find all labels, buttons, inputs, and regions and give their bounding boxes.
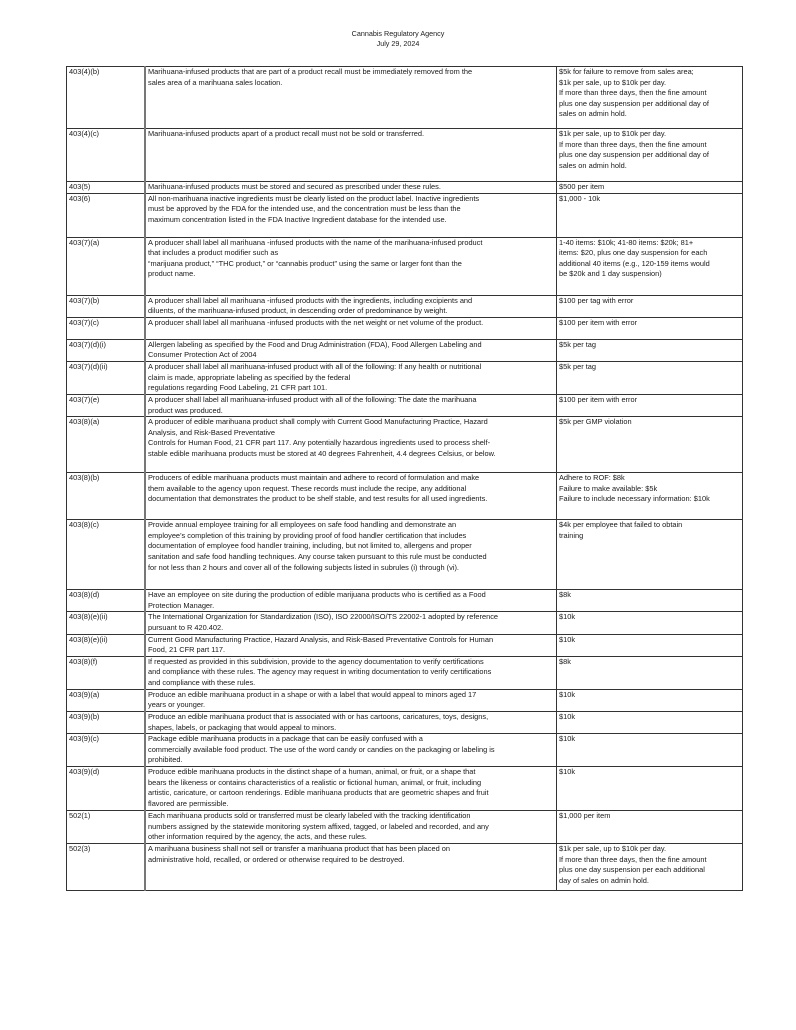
- rule-penalty: [557, 182, 743, 194]
- rule-description: [145, 811, 557, 844]
- rule-penalty: [557, 394, 743, 416]
- rule-section: [67, 634, 146, 656]
- penalty-line: $1,000 per item: [559, 811, 611, 821]
- description-line: product was produced.: [148, 405, 223, 415]
- rule-penalty: [557, 656, 743, 689]
- agency-name: Cannabis Regulatory Agency: [351, 29, 445, 38]
- table-row: [67, 767, 743, 811]
- rule-section: [67, 317, 146, 339]
- rule-penalty: [557, 317, 743, 339]
- rule-description: [145, 612, 557, 634]
- rule-section-text: 403(9)(d): [69, 767, 100, 777]
- penalty-line: $500 per item: [559, 182, 605, 191]
- penalty-line: If more than three days, then the fine amount: [559, 88, 707, 98]
- penalty-line: $10k: [559, 711, 576, 721]
- rule-section: [67, 734, 146, 767]
- description-line: sanitation and safe food handling techniques. Any course taken pursuant to this rule must be conducted: [148, 551, 487, 561]
- rule-description: [145, 193, 557, 237]
- description-line: stable edible marihuana products must be stored at 40 degrees Fahrenheit, 4.4 degrees Celsius, or below.: [148, 448, 496, 458]
- rule-section-text: 403(8)(a): [69, 417, 100, 427]
- table-row: [67, 237, 743, 295]
- description-line: Food, 21 CFR part 117.: [148, 645, 226, 655]
- description-line: Marihuana-infused products that are part of a product recall must be immediately removed from the: [148, 67, 473, 76]
- rule-penalty: [557, 767, 743, 811]
- description-line: Controls for Human Food, 21 CFR part 117. Any potentially hazardous ingredients used to process shelf-: [148, 438, 491, 448]
- description-line: product name.: [148, 269, 196, 279]
- penalty-line: day of sales on admin hold.: [559, 875, 649, 885]
- rule-description: [145, 129, 557, 182]
- rule-section: [67, 417, 146, 473]
- rule-section: [67, 237, 146, 295]
- rule-section: [67, 473, 146, 520]
- description-line: regulations regarding Food Labeling, 21 CFR part 101.: [148, 383, 328, 393]
- penalty-line: $4k per employee that failed to obtain: [559, 520, 683, 530]
- penalty-line: $5k for failure to remove from sales area;: [559, 67, 694, 76]
- description-line: claim is made, appropriate labeling as specified by the federal: [148, 372, 351, 382]
- description-line: Provide annual employee training for all employees on safe food handling and demonstrate an: [148, 520, 457, 530]
- table-row: [67, 612, 743, 634]
- rule-penalty: [557, 295, 743, 317]
- table-row: [67, 590, 743, 612]
- table-row: [67, 811, 743, 844]
- description-line: must be approved by the FDA for the intended use, and the concentration must be less than the: [148, 204, 461, 214]
- rule-section: [67, 193, 146, 237]
- description-line: A producer shall label all marihuana-infused product with all of the following: The date the marihuana: [148, 394, 477, 404]
- table-row: [67, 394, 743, 416]
- description-line: that includes a product modifier such as: [148, 248, 279, 258]
- rule-section-text: 403(8)(e)(ii): [69, 612, 108, 622]
- rule-section-text: 403(9)(c): [69, 734, 99, 744]
- page-header: [0, 29, 796, 49]
- penalty-line: 1-40 items: $10k; 41-80 items: $20k; 81+: [559, 237, 694, 247]
- penalty-line: Failure to make available: $5k: [559, 483, 658, 493]
- description-line: diluents, of the marihuana-infused product, in descending order of predominance by weight.: [148, 306, 448, 316]
- rule-penalty: [557, 634, 743, 656]
- description-line: documentation that demonstrates the product to be shelf stable, and test results for all used ingredients.: [148, 494, 488, 504]
- table-row: [67, 317, 743, 339]
- rule-description: [145, 317, 557, 339]
- description-line: flavored are permissible.: [148, 798, 229, 808]
- rule-section: [67, 129, 146, 182]
- penalty-line: $100 per tag with error: [559, 295, 634, 305]
- penalty-line: $8k: [559, 656, 571, 666]
- description-line: A producer of edible marihuana product shall comply with Current Good Manufacturing Practice, Hazard: [148, 417, 488, 427]
- description-line: If requested as provided in this subdivision, provide to the agency documentation to verify certifications: [148, 656, 484, 666]
- description-line: shapes, labels, or packaging that would appeal to minors.: [148, 722, 337, 732]
- rule-description: [145, 711, 557, 733]
- description-line: numbers assigned by the statewide monitoring system affixed, tagged, or labeled and recorded, and any: [148, 821, 489, 831]
- rule-penalty: [557, 129, 743, 182]
- description-line: sales area of a marihuana sales location.: [148, 77, 283, 87]
- rule-description: [145, 237, 557, 295]
- penalty-line: $5k per tag: [559, 361, 596, 371]
- rule-penalty: [557, 590, 743, 612]
- rule-section-text: 403(7)(e): [69, 394, 100, 404]
- description-line: Protection Manager.: [148, 600, 215, 610]
- rule-section: [67, 520, 146, 590]
- rule-description: [145, 767, 557, 811]
- description-line: A producer shall label all marihuana -infused products with the name of the marihuana-infused product: [148, 237, 483, 247]
- table-row: [67, 689, 743, 711]
- rule-penalty: [557, 339, 743, 361]
- penalty-line: items: $20, plus one day suspension for each: [559, 248, 708, 258]
- table-row: [67, 182, 743, 194]
- rule-description: [145, 361, 557, 394]
- penalty-line: $10k: [559, 689, 576, 699]
- description-line: Have an employee on site during the production of edible marijuana products who is certified as a Food: [148, 590, 486, 600]
- table-row: [67, 473, 743, 520]
- penalty-line: sales on admin hold.: [559, 109, 627, 119]
- penalty-line: sales on admin hold.: [559, 160, 627, 170]
- description-line: commercially available food product. The use of the word candy or candies on the packaging or labeling is: [148, 744, 495, 754]
- rule-section: [67, 394, 146, 416]
- penalty-line: Failure to include necessary information: $10k: [559, 494, 710, 504]
- rule-description: [145, 295, 557, 317]
- rule-description: [145, 67, 557, 129]
- description-line: bears the likeness or contains characteristics of a realistic or fictional human, animal, or fruit, including: [148, 777, 482, 787]
- rule-penalty: [557, 711, 743, 733]
- rule-description: [145, 520, 557, 590]
- rule-section: [67, 612, 146, 634]
- rule-description: [145, 339, 557, 361]
- rule-section-text: 403(4)(c): [69, 129, 99, 138]
- rule-section-text: 403(6): [69, 193, 91, 203]
- description-line: documentation of employee food handler training, including, but not limited to, allergens and proper: [148, 541, 472, 551]
- penalty-line: additional 40 items (e.g., 120-159 items would: [559, 258, 710, 268]
- description-line: Current Good Manufacturing Practice, Hazard Analysis, and Risk-Based Preventative Controls for Human: [148, 634, 494, 644]
- rule-penalty: [557, 361, 743, 394]
- description-line: Produce an edible marihuana product in a shape or with a label that would appeal to minors aged 17: [148, 689, 477, 699]
- description-line: Producers of edible marihuana products must maintain and adhere to record of formulation and make: [148, 473, 480, 483]
- table-row: [67, 417, 743, 473]
- rule-section-text: 502(3): [69, 844, 91, 854]
- description-line: Analysis, and Risk-Based Preventative: [148, 427, 275, 437]
- rule-section-text: 403(7)(d)(i): [69, 339, 106, 349]
- description-line: A producer shall label all marihuana -infused products with the ingredients, including excipients and: [148, 295, 473, 305]
- penalty-line: Adhere to ROF: $8k: [559, 473, 625, 483]
- penalty-line: be $20k and 1 day suspension): [559, 269, 662, 279]
- rule-description: [145, 634, 557, 656]
- description-line: other information required by the agency, the acts, and these rules.: [148, 832, 367, 842]
- description-line: Marihuana-infused products apart of a product recall must not be sold or transferred.: [148, 129, 425, 138]
- rule-section-text: 403(4)(b): [69, 67, 100, 76]
- table-row: [67, 844, 743, 891]
- rule-section-text: 403(7)(b): [69, 295, 100, 305]
- rule-penalty: [557, 844, 743, 891]
- rule-section: [67, 295, 146, 317]
- rule-description: [145, 734, 557, 767]
- description-line: maximum concentration listed in the FDA Inactive Ingredient database for the intended use.: [148, 214, 447, 224]
- description-line: Produce edible marihuana products in the distinct shape of a human, animal, or fruit, or a shape that: [148, 767, 476, 777]
- rule-penalty: [557, 520, 743, 590]
- table-row: [67, 193, 743, 237]
- description-line: and compliance with these rules.: [148, 677, 256, 687]
- penalty-table: [66, 66, 743, 891]
- description-line: Allergen labeling as specified by the Food and Drug Administration (FDA), Food Allergen Labeling and: [148, 339, 482, 349]
- rule-section-text: 403(8)(b): [69, 473, 100, 483]
- penalty-line: If more than three days, then the fine amount: [559, 854, 707, 864]
- table-row: [67, 67, 743, 129]
- description-line: for not less than 2 hours and cover all of the following subjects listed in subrules (i) through (vi).: [148, 562, 459, 572]
- rule-penalty: [557, 67, 743, 129]
- rule-section-text: 403(5): [69, 182, 91, 191]
- rule-section-text: 403(8)(d): [69, 590, 100, 600]
- rule-penalty: [557, 811, 743, 844]
- description-line: A producer shall label all marihuana -infused products with the net weight or net volume of the product.: [148, 317, 484, 327]
- penalty-line: $100 per item with error: [559, 317, 638, 327]
- table-row: [67, 361, 743, 394]
- penalty-line: $1k per sale, up to $10k per day.: [559, 844, 667, 854]
- rule-description: [145, 473, 557, 520]
- table-row: [67, 711, 743, 733]
- rule-section-text: 403(9)(a): [69, 689, 100, 699]
- penalty-line: $100 per item with error: [559, 394, 638, 404]
- rule-penalty: [557, 237, 743, 295]
- description-line: administrative hold, recalled, or ordered or otherwise required to be destroyed.: [148, 854, 405, 864]
- rule-section: [67, 339, 146, 361]
- rule-section-text: 403(8)(f): [69, 656, 98, 666]
- description-line: artistic, caricature, or cartoon renderings. Edible marihuana products that are geometric shapes and fruit: [148, 788, 489, 798]
- rule-section-text: 403(7)(a): [69, 237, 100, 247]
- rule-section: [67, 767, 146, 811]
- rule-section-text: 403(8)(e)(ii): [69, 634, 108, 644]
- description-line: employee’s completion of this training by providing proof of food handler certification that includes: [148, 530, 467, 540]
- rule-description: [145, 590, 557, 612]
- description-line: Produce an edible marihuana product that is associated with or has cartoons, caricatures, toys, designs,: [148, 711, 489, 721]
- penalty-line: $1k per sale, up to $10k per day.: [559, 77, 667, 87]
- description-line: The International Organization for Standardization (ISO), ISO 22000/ISO/TS 22002-1 adopted by reference: [148, 612, 499, 622]
- rule-description: [145, 844, 557, 891]
- penalty-line: $1k per sale, up to $10k per day.: [559, 129, 667, 138]
- description-line: and compliance with these rules. The agency may request in writing documentation to verify certifications: [148, 667, 492, 677]
- table-row: [67, 295, 743, 317]
- rule-description: [145, 689, 557, 711]
- table-row: [67, 734, 743, 767]
- rule-section-text: 502(1): [69, 811, 91, 821]
- rule-description: [145, 417, 557, 473]
- table-row: [67, 129, 743, 182]
- description-line: prohibited.: [148, 755, 183, 765]
- penalty-line: $1,000 - 10k: [559, 193, 601, 203]
- table-row: [67, 634, 743, 656]
- description-line: Each marihuana products sold or transferred must be clearly labeled with the tracking identification: [148, 811, 471, 821]
- penalty-line: $8k: [559, 590, 571, 600]
- rule-section: [67, 844, 146, 891]
- rule-section: [67, 711, 146, 733]
- description-line: Package edible marihuana products in a package that can be easily confused with a: [148, 734, 423, 744]
- description-line: A marihuana business shall not sell or transfer a marihuana product that has been placed on: [148, 844, 450, 854]
- penalty-line: training: [559, 530, 584, 540]
- penalty-line: $10k: [559, 612, 576, 622]
- description-line: them available to the agency upon request. These records must include the recipe, any additional: [148, 483, 467, 493]
- rule-description: [145, 394, 557, 416]
- penalty-line: $5k per GMP violation: [559, 417, 632, 427]
- rule-penalty: [557, 417, 743, 473]
- rule-section: [67, 811, 146, 844]
- rule-penalty: [557, 612, 743, 634]
- rule-penalty: [557, 193, 743, 237]
- description-line: “marijuana product,” “THC product,” or “cannabis product” using the same or larger font than the: [148, 258, 462, 268]
- description-line: Consumer Protection Act of 2004: [148, 350, 257, 360]
- description-line: years or younger.: [148, 700, 206, 710]
- rule-section: [67, 182, 146, 194]
- rule-section-text: 403(7)(c): [69, 317, 99, 327]
- table-row: [67, 656, 743, 689]
- description-line: All non-marihuana inactive ingredients must be clearly listed on the product label. Inactive ingredients: [148, 193, 480, 203]
- rule-description: [145, 182, 557, 194]
- penalty-line: $10k: [559, 634, 576, 644]
- rule-section: [67, 689, 146, 711]
- rule-section: [67, 590, 146, 612]
- rule-description: [145, 656, 557, 689]
- rule-penalty: [557, 689, 743, 711]
- penalty-line: plus one day suspension per additional day of: [559, 98, 709, 108]
- penalty-line: If more than three days, then the fine amount: [559, 139, 707, 149]
- document-date: July 29, 2024: [376, 39, 420, 48]
- penalty-line: $10k: [559, 767, 576, 777]
- penalty-line: plus one day suspension per additional day of: [559, 150, 709, 160]
- rule-section-text: 403(8)(c): [69, 520, 99, 530]
- rule-section-text: 403(9)(b): [69, 711, 100, 721]
- penalty-line: $5k per tag: [559, 339, 596, 349]
- rule-penalty: [557, 734, 743, 767]
- description-line: A producer shall label all marihuana-infused product with all of the following: If any health or nutritional: [148, 361, 482, 371]
- rule-section: [67, 67, 146, 129]
- rule-section: [67, 361, 146, 394]
- rule-penalty: [557, 473, 743, 520]
- description-line: Marihuana-infused products must be stored and secured as prescribed under these rules.: [148, 182, 441, 191]
- rule-section: [67, 656, 146, 689]
- table-row: [67, 520, 743, 590]
- penalty-line: $10k: [559, 734, 576, 744]
- description-line: pursuant to R 420.402.: [148, 622, 224, 632]
- penalty-line: plus one day suspension per each additional: [559, 865, 705, 875]
- rule-section-text: 403(7)(d)(ii): [69, 361, 108, 371]
- table-row: [67, 339, 743, 361]
